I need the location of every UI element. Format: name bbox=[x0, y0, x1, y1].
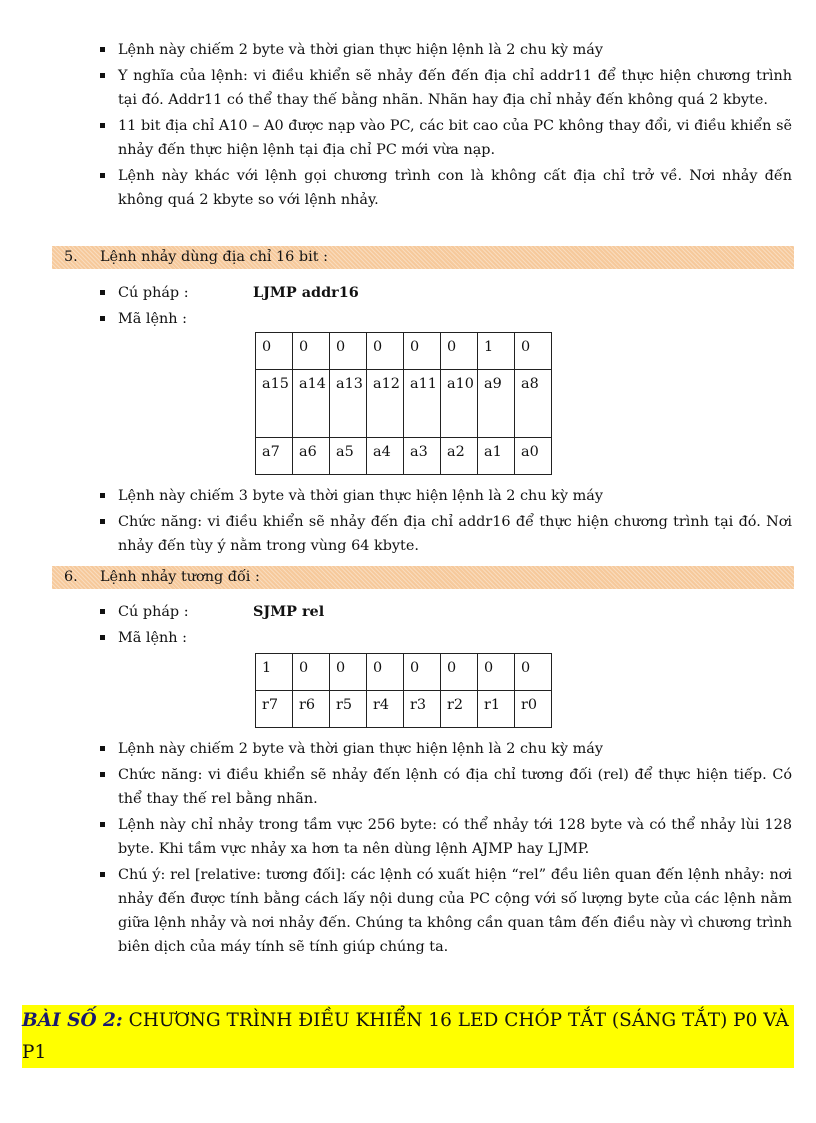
opcode-cell: r0 bbox=[515, 691, 552, 728]
bullet-item: 11 bit địa chỉ A10 – A0 được nạp vào PC, các bit cao của PC không thay đổi, vi điều khiển sẽ nhảy đến thực hiện lệnh tại địa chỉ PC mới vừa nạp. bbox=[98, 114, 792, 162]
opcode-cell: 0 bbox=[367, 333, 404, 370]
bullet-item: Lệnh này chỉ nhảy trong tầm vực 256 byte: có thể nhảy tới 128 byte và có thể nhảy lùi 128 byte. Khi tầm vực nhảy xa hơn ta nên dùng lệnh AJMP hay LJMP. bbox=[98, 813, 792, 861]
opcode-cell: 0 bbox=[515, 654, 552, 691]
bullet-item: Lệnh này chiếm 2 byte và thời gian thực hiện lệnh là 2 chu kỳ máy bbox=[98, 737, 792, 761]
opcode-cell: a8 bbox=[515, 370, 552, 438]
opcode-cell: r3 bbox=[404, 691, 441, 728]
opcode-cell: a3 bbox=[404, 438, 441, 475]
section-6-heading bbox=[52, 566, 794, 589]
opcode-cell: 0 bbox=[404, 654, 441, 691]
opcode-cell: r4 bbox=[367, 691, 404, 728]
opcode-cell: 0 bbox=[256, 333, 293, 370]
top-bullet-list bbox=[98, 38, 792, 214]
opcode-cell: 0 bbox=[367, 654, 404, 691]
opcode-cell: a11 bbox=[404, 370, 441, 438]
section-6-title: Lệnh nhảy tương đối : bbox=[100, 569, 260, 585]
opcode-cell: 0 bbox=[441, 654, 478, 691]
opcode-cell: r6 bbox=[293, 691, 330, 728]
syntax-row bbox=[98, 600, 792, 624]
section-5-title: Lệnh nhảy dùng địa chỉ 16 bit : bbox=[100, 249, 328, 265]
syntax-code: SJMP rel bbox=[253, 603, 325, 620]
opcode-cell: 1 bbox=[478, 333, 515, 370]
opcode-cell: 0 bbox=[515, 333, 552, 370]
opcode-cell: 0 bbox=[478, 654, 515, 691]
bullet-item: Lệnh này khác với lệnh gọi chương trình con là không cất địa chỉ trở về. Nơi nhảy đến không quá 2 kbyte so với lệnh nhảy. bbox=[98, 164, 792, 212]
section-6-number: 6. bbox=[64, 569, 78, 585]
opcode-cell: a6 bbox=[293, 438, 330, 475]
opcode-cell: r5 bbox=[330, 691, 367, 728]
opcode-cell: a14 bbox=[293, 370, 330, 438]
opcode-row bbox=[256, 370, 552, 438]
opcode-cell: a1 bbox=[478, 438, 515, 475]
bullet-item: Lệnh này chiếm 2 byte và thời gian thực hiện lệnh là 2 chu kỳ máy bbox=[98, 38, 792, 62]
syntax-label: Cú pháp : bbox=[118, 285, 189, 301]
opcode-cell: r2 bbox=[441, 691, 478, 728]
opcode-cell: a10 bbox=[441, 370, 478, 438]
exercise-title: CHƯƠNG TRÌNH ĐIỀU KHIỂN 16 LED CHÓP TẮT (SÁNG TẮT) P0 VÀ P1 bbox=[22, 1010, 789, 1063]
opcode-cell: a4 bbox=[367, 438, 404, 475]
section-5-bullet-list bbox=[98, 484, 792, 560]
section-5-heading bbox=[52, 246, 794, 269]
opcode-cell: a13 bbox=[330, 370, 367, 438]
section-6-syntax-list bbox=[98, 600, 792, 652]
opcode-label: Mã lệnh : bbox=[98, 307, 792, 331]
exercise-label: BÀI SỐ 2: bbox=[22, 1010, 123, 1031]
bullet-item: Chú ý: rel [relative: tương đối]: các lệnh có xuất hiện “rel” đều liên quan đến lệnh nhảy: nơi nhảy đến được tính bằng cách lấy nội dung của PC cộng với số lượng byte của các lệnh nằm giữa lệnh nhảy và nơi nhảy đến. Chúng ta không cần quan tâm đến điều này vì chương trình biên dịch của máy tính sẽ tính giúp chúng ta. bbox=[98, 863, 792, 959]
ljmp-opcode-table bbox=[255, 332, 552, 475]
opcode-cell: 1 bbox=[256, 654, 293, 691]
bullet-item: Lệnh này chiếm 3 byte và thời gian thực hiện lệnh là 2 chu kỳ máy bbox=[98, 484, 792, 508]
opcode-row bbox=[256, 438, 552, 475]
opcode-cell: 0 bbox=[293, 654, 330, 691]
syntax-row bbox=[98, 281, 792, 305]
section-6-bullet-list bbox=[98, 737, 792, 961]
opcode-row bbox=[256, 691, 552, 728]
opcode-row bbox=[256, 654, 552, 691]
syntax-code: LJMP addr16 bbox=[253, 284, 359, 301]
exercise-heading bbox=[22, 1005, 794, 1068]
opcode-cell: a2 bbox=[441, 438, 478, 475]
opcode-cell: r7 bbox=[256, 691, 293, 728]
bullet-item: Chức năng: vi điều khiển sẽ nhảy đến lệnh có địa chỉ tương đối (rel) để thực hiện tiếp. Có thể thay thế rel bằng nhãn. bbox=[98, 763, 792, 811]
opcode-cell: a15 bbox=[256, 370, 293, 438]
section-5-syntax-list bbox=[98, 281, 792, 333]
opcode-cell: r1 bbox=[478, 691, 515, 728]
syntax-label: Cú pháp : bbox=[118, 604, 189, 620]
opcode-cell: 0 bbox=[330, 333, 367, 370]
opcode-cell: 0 bbox=[404, 333, 441, 370]
section-5-number: 5. bbox=[64, 249, 78, 265]
opcode-cell: 0 bbox=[441, 333, 478, 370]
opcode-cell: a12 bbox=[367, 370, 404, 438]
opcode-cell: a0 bbox=[515, 438, 552, 475]
opcode-cell: 0 bbox=[330, 654, 367, 691]
opcode-label: Mã lệnh : bbox=[98, 626, 792, 650]
bullet-item: Y nghĩa của lệnh: vi điều khiển sẽ nhảy đến đến địa chỉ addr11 để thực hiện chương trình tại đó. Addr11 có thể thay thế bằng nhãn. Nhãn hay địa chỉ nhảy đến không quá 2 kbyte. bbox=[98, 64, 792, 112]
opcode-cell: a5 bbox=[330, 438, 367, 475]
opcode-cell: a9 bbox=[478, 370, 515, 438]
sjmp-opcode-table bbox=[255, 653, 552, 728]
opcode-cell: 0 bbox=[293, 333, 330, 370]
bullet-item: Chức năng: vi điều khiển sẽ nhảy đến địa chỉ addr16 để thực hiện chương trình tại đó. Nơi nhảy đến tùy ý nằm trong vùng 64 kbyte. bbox=[98, 510, 792, 558]
opcode-cell: a7 bbox=[256, 438, 293, 475]
opcode-row bbox=[256, 333, 552, 370]
